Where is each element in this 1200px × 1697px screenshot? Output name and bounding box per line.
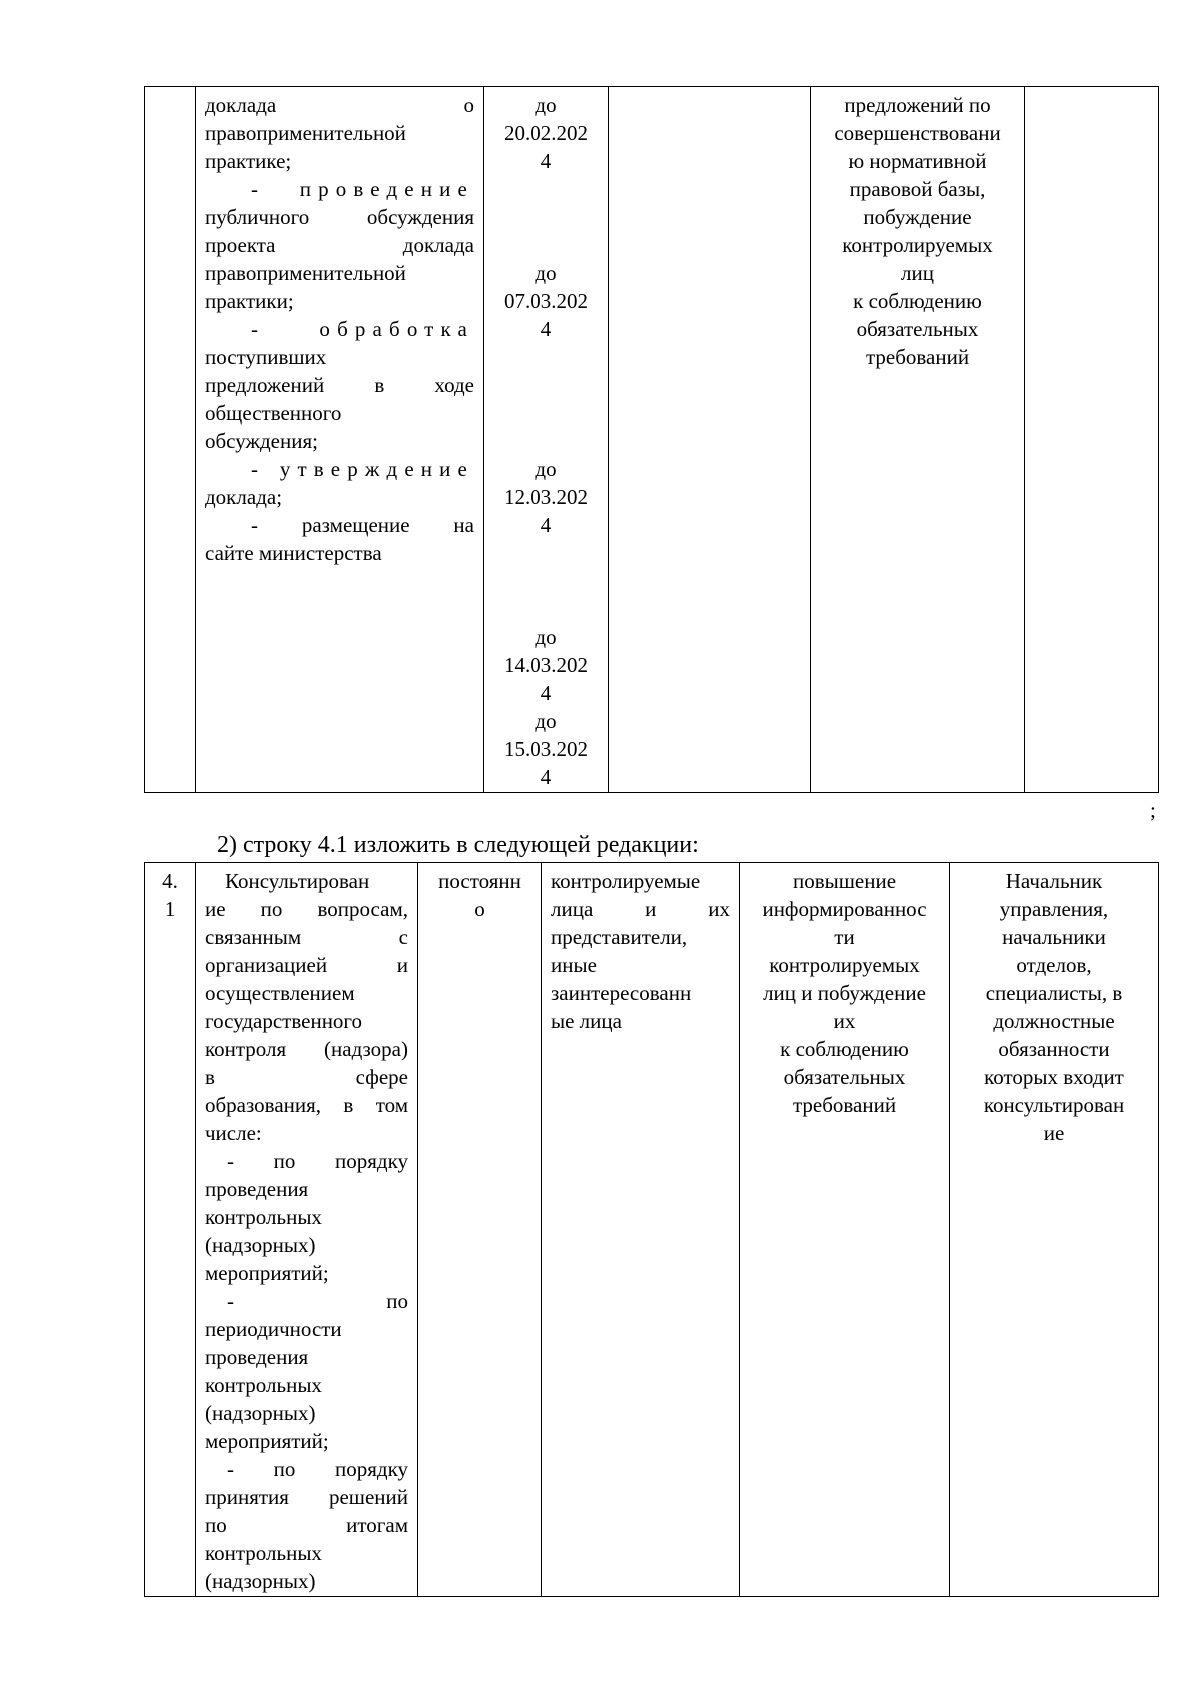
text-line: обсуждения;: [205, 429, 318, 453]
text-line: до: [535, 93, 557, 117]
text-line: о: [474, 897, 485, 921]
text-line: правоприменительной: [205, 261, 406, 285]
text-line: осуществлением: [205, 981, 355, 1005]
text-line: [493, 175, 599, 203]
cell-number: [145, 863, 196, 1597]
text-line: проведения: [205, 1345, 309, 1369]
text-line: ю нормативной: [848, 149, 987, 173]
text-line: обязательных: [856, 317, 979, 341]
text-line: проведения: [205, 1177, 309, 1201]
text-line: 20.02.202: [504, 121, 588, 145]
text-line: доклада о: [205, 93, 474, 117]
text-line: совершенствовани: [834, 121, 1001, 145]
text-line: - по: [227, 1289, 408, 1313]
text-line: заинтересованн: [551, 981, 692, 1005]
text-line: 4: [540, 765, 552, 789]
text-line: обязанности: [998, 1037, 1110, 1061]
cell-result: [811, 87, 1025, 793]
text-line: контрольных: [205, 1541, 322, 1565]
text-line: 4: [540, 149, 552, 173]
text-line: - размещение на: [251, 513, 474, 537]
text-line: - утверждение: [251, 457, 474, 481]
text-line: ые лица: [551, 1009, 622, 1033]
table-top: [144, 86, 1159, 793]
text-line: предложений по: [844, 93, 991, 117]
text-line: Начальник: [1005, 869, 1103, 893]
text-line: контроля (надзора): [205, 1037, 408, 1061]
text-line: [493, 567, 599, 595]
text-line: мероприятий;: [205, 1261, 329, 1285]
text-line: практики;: [205, 289, 294, 313]
cell-period: [418, 863, 542, 1597]
text-line: контрольных: [205, 1373, 322, 1397]
text-line: контрольных: [205, 1205, 322, 1229]
text-line: публичного обсуждения: [205, 205, 474, 229]
text-line: информированнос: [762, 897, 927, 921]
text-line: 4: [540, 317, 552, 341]
table-row-4-1: [144, 862, 1159, 1597]
text-line: иные: [551, 953, 597, 977]
text-line: лиц: [901, 261, 934, 285]
text-line: 1: [164, 897, 176, 921]
text-line: правоприменительной: [205, 121, 406, 145]
text-line: [493, 343, 599, 371]
table-row: [145, 87, 1159, 793]
text-line: общественного: [205, 401, 342, 425]
text-line: - обработка: [251, 317, 474, 341]
text-line: правовой базы,: [849, 177, 986, 201]
text-line: проекта доклада: [205, 233, 474, 257]
text-line: практике;: [205, 149, 292, 173]
text-line: контролируемых: [842, 233, 993, 257]
cell-result: [740, 863, 950, 1597]
cell-subjects: [542, 863, 740, 1597]
text-line: побуждение: [863, 205, 972, 229]
text-line: [493, 203, 599, 231]
text-line: 4: [540, 681, 552, 705]
text-line: мероприятий;: [205, 1429, 329, 1453]
text-line: периодичности: [205, 1317, 342, 1341]
text-line: [493, 371, 599, 399]
text-line: числе:: [205, 1121, 262, 1145]
text-line: по итогам: [205, 1513, 408, 1537]
cell-deadlines: [484, 87, 609, 793]
text-line: консультирован: [983, 1093, 1125, 1117]
text-line: [493, 427, 599, 455]
text-line: лиц и побуждение: [763, 981, 926, 1005]
text-line: 4: [540, 513, 552, 537]
cell-responsible: [950, 863, 1159, 1597]
table-row: [145, 863, 1159, 1597]
text-line: к соблюдению: [853, 289, 982, 313]
text-line: (надзорных): [205, 1233, 316, 1257]
text-line: управления,: [999, 897, 1109, 921]
text-line: 14.03.202: [504, 653, 588, 677]
text-line: (надзорных): [205, 1569, 316, 1593]
text-line: поступивших: [205, 345, 327, 369]
text-line: постоянн: [438, 869, 521, 893]
text-line: 12.03.202: [504, 485, 588, 509]
text-line: 07.03.202: [504, 289, 588, 313]
text-line: предложений в ходе: [205, 373, 474, 397]
text-line: - по порядку: [227, 1457, 408, 1481]
text-line: их: [833, 1009, 856, 1033]
text-line: в сфере: [205, 1065, 408, 1089]
cell-activity: [196, 863, 418, 1597]
text-line: до: [535, 709, 557, 733]
text-line: (надзорных): [205, 1401, 316, 1425]
text-line: [493, 539, 599, 567]
text-line: связанным с: [205, 925, 408, 949]
cell-subjects: [609, 87, 811, 793]
text-line: специалисты, в: [985, 981, 1123, 1005]
text-line: государственного: [205, 1009, 363, 1033]
text-line: - проведение: [251, 177, 474, 201]
text-line: отделов,: [1016, 953, 1092, 977]
text-line: требований: [865, 345, 970, 369]
text-line: образования, в том: [205, 1093, 408, 1117]
text-line: должностные: [993, 1009, 1115, 1033]
text-line: [493, 595, 599, 623]
text-line: принятия решений: [205, 1485, 408, 1509]
text-line: ти: [834, 925, 855, 949]
text-line: - по порядку: [227, 1149, 408, 1173]
text-line: 4.: [162, 869, 178, 893]
text-line: обязательных: [783, 1065, 906, 1089]
text-line: доклада;: [205, 485, 283, 509]
amendment-note: 2) строку 4.1 изложить в следующей редакции:: [217, 832, 699, 858]
text-line: 15.03.202: [504, 737, 588, 761]
cell-responsible: [1025, 87, 1159, 793]
text-line: [493, 231, 599, 259]
text-line: организацией и: [205, 953, 408, 977]
text-line: требований: [792, 1093, 897, 1117]
text-line: лица и их: [551, 897, 730, 921]
text-line: до: [535, 457, 557, 481]
text-line: контролируемые: [551, 869, 701, 893]
text-line: Консультирован: [225, 869, 370, 893]
text-line: до: [535, 261, 557, 285]
cell-number: [145, 87, 196, 793]
text-line: [493, 399, 599, 427]
cell-activity: [196, 87, 484, 793]
text-line: которых входит: [984, 1065, 1124, 1089]
text-line: сайте министерства: [205, 541, 382, 565]
text-line: к соблюдению: [780, 1037, 909, 1061]
trailing-semicolon: ;: [1150, 798, 1156, 822]
text-line: ие: [1043, 1121, 1065, 1145]
text-line: ие по вопросам,: [205, 897, 408, 921]
text-line: повышение: [792, 869, 897, 893]
text-line: контролируемых: [769, 953, 920, 977]
text-line: до: [535, 625, 557, 649]
text-line: представители,: [551, 925, 688, 949]
text-line: начальники: [1002, 925, 1106, 949]
